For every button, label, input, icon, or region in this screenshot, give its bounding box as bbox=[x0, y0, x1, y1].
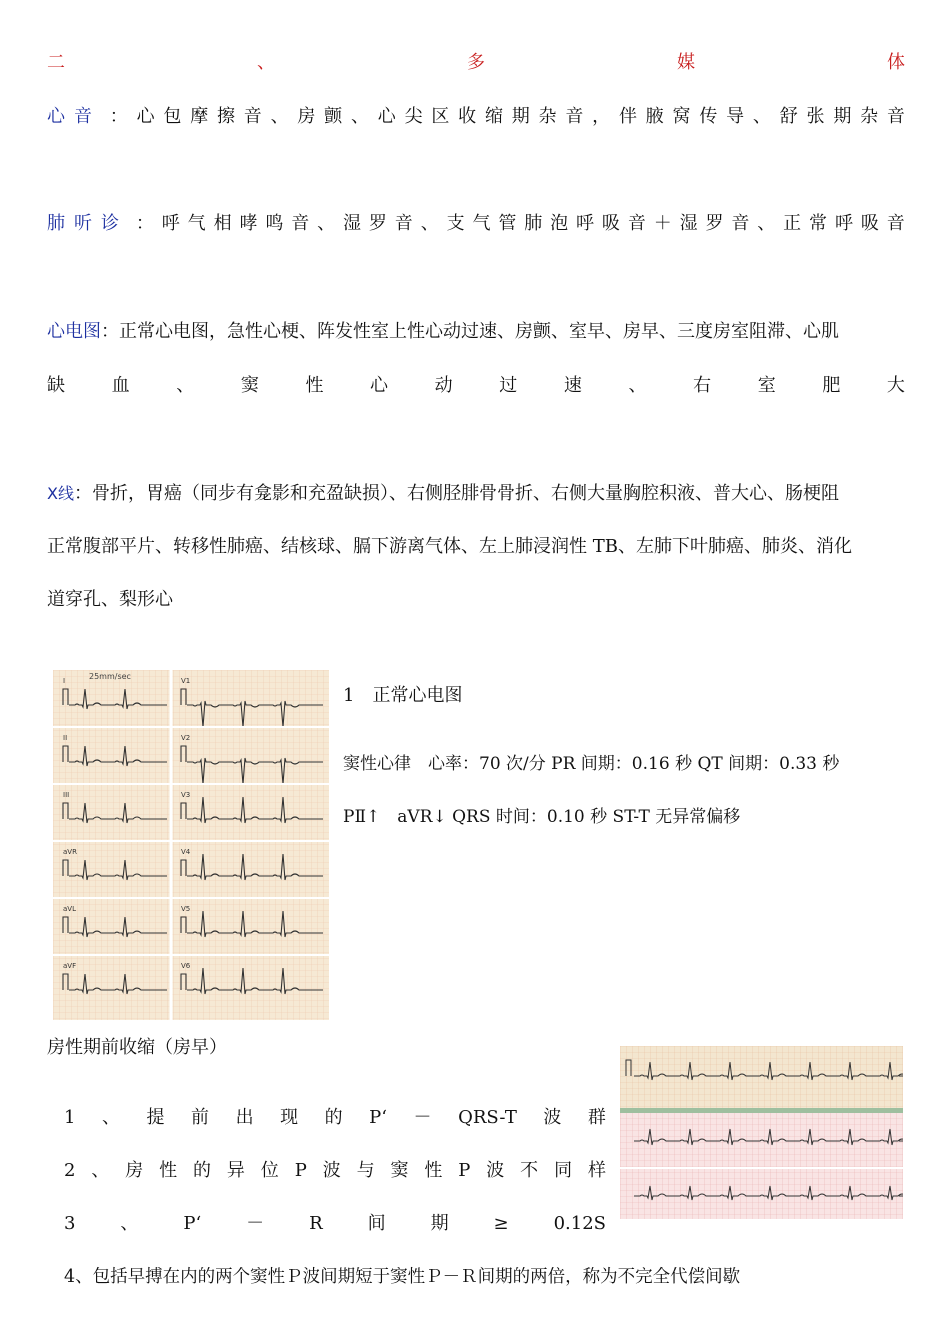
heart-sounds-item: 音 bbox=[565, 106, 584, 127]
heart-sounds-item: 传 bbox=[699, 106, 718, 127]
lung-item: 吸 bbox=[601, 213, 620, 234]
heart-sounds-item: 杂 bbox=[860, 106, 879, 127]
lung-item: 哮 bbox=[239, 213, 258, 234]
ecg-lead-label: aVL bbox=[63, 905, 76, 913]
lung-item: 呼 bbox=[576, 213, 595, 234]
heart-sounds-item: 、 bbox=[350, 106, 369, 127]
ecg-lead-label: V4 bbox=[181, 848, 191, 856]
lung-item: 支 bbox=[446, 213, 465, 234]
heading-char: 、 bbox=[257, 52, 275, 73]
heart-sounds-item: 舒 bbox=[779, 106, 798, 127]
lung-item: 音 bbox=[394, 213, 413, 234]
strip-1-grid bbox=[620, 1046, 903, 1108]
atrial-item-2-token: 性 bbox=[424, 1160, 443, 1181]
lung-item: 正 bbox=[783, 213, 802, 234]
lung-item: ＋ bbox=[653, 213, 672, 234]
normal-ecg-title: 1 正常心电图 bbox=[343, 685, 463, 706]
xray-text-1: ：骨折，胃癌（同步有龛影和充盈缺损）、右侧胫腓骨骨折、右侧大量胸腔积液、普大心、肠梗阻 bbox=[73, 483, 839, 504]
normal-ecg-svg bbox=[53, 670, 329, 1020]
heart-sounds-item: 心 bbox=[377, 106, 396, 127]
heart-sounds-item: 颤 bbox=[324, 106, 343, 127]
atrial-item-2-token: 的 bbox=[193, 1160, 212, 1181]
normal-ecg-image bbox=[53, 670, 329, 1020]
ecg-list-line1 bbox=[47, 317, 905, 347]
ecg-list-char: 血 bbox=[111, 375, 130, 396]
atrial-item-3-token: 、 bbox=[120, 1213, 139, 1234]
heading-char: 媒 bbox=[677, 52, 695, 73]
atrial-item-1-token: 前 bbox=[191, 1107, 210, 1128]
lung-auscultation-line bbox=[47, 209, 905, 239]
ecg-list-label: 心电图 bbox=[47, 321, 101, 342]
ecg-list-char: 大 bbox=[886, 375, 905, 396]
atrial-item-1 bbox=[64, 1103, 606, 1133]
lung-item: 、 bbox=[317, 213, 336, 234]
heading-char: 体 bbox=[887, 52, 905, 73]
ecg-list-char: 窦 bbox=[240, 375, 259, 396]
ecg-list-char: 动 bbox=[434, 375, 453, 396]
atrial-item-2-token: 窦 bbox=[390, 1160, 409, 1181]
ecg-lead-label: V6 bbox=[181, 962, 191, 970]
ecg-lead-label: I bbox=[63, 677, 66, 685]
atrial-item-2-token: 不 bbox=[520, 1160, 539, 1181]
ecg-lead-label: V3 bbox=[181, 791, 191, 799]
heart-sounds-item: 包 bbox=[163, 106, 182, 127]
heart-sounds-item: 、 bbox=[270, 106, 289, 127]
ecg-list-char: 室 bbox=[757, 375, 776, 396]
lung-item: 泡 bbox=[550, 213, 569, 234]
ecg-grid bbox=[53, 670, 329, 1020]
ecg-list-text: ：正常心电图，急性心梗、阵发性室上性心动过速、房颤、室早、房早、三度房室阻滞、心肌 bbox=[101, 321, 839, 342]
atrial-item-3-token: 间 bbox=[367, 1213, 386, 1234]
ecg-list-line2 bbox=[47, 371, 905, 401]
atrial-item-1-token: 群 bbox=[587, 1107, 606, 1128]
section-heading bbox=[47, 48, 905, 78]
atrial-item-2-token: 位 bbox=[260, 1160, 279, 1181]
ecg-list-char: 、 bbox=[176, 375, 195, 396]
atrial-item-2-token: 2 bbox=[64, 1160, 76, 1181]
ecg-lead-label: III bbox=[63, 791, 70, 799]
heart-sounds-item: 擦 bbox=[216, 106, 235, 127]
lung-item: 肺 bbox=[524, 213, 543, 234]
lung-item: 吸 bbox=[860, 213, 879, 234]
atrial-item-3-token: P‘ bbox=[183, 1213, 202, 1234]
normal-ecg-line1: 窦性心律 心率：70 次/分 PR 间期：0.16 秒 QT 间期：0.33 秒 bbox=[343, 754, 840, 774]
atrial-item-3-token: － bbox=[246, 1213, 265, 1234]
lung-item: 罗 bbox=[368, 213, 387, 234]
heart-sounds-item: 房 bbox=[297, 106, 316, 127]
atrial-premature-ecg-image bbox=[620, 1046, 903, 1219]
atrial-premature-ecg-svg bbox=[620, 1046, 903, 1219]
atrial-item-1-token: 1 bbox=[64, 1107, 76, 1128]
heart-sounds-colon: ： bbox=[109, 106, 128, 127]
lung-item: 管 bbox=[498, 213, 517, 234]
heart-sounds-item: 收 bbox=[458, 106, 477, 127]
ecg-lead-label: II bbox=[63, 734, 68, 742]
heart-sounds-item: 音 bbox=[886, 106, 905, 127]
ecg-list-char: 肥 bbox=[822, 375, 841, 396]
atrial-item-2-token: 、 bbox=[91, 1160, 110, 1181]
ecg-list-char: 速 bbox=[563, 375, 582, 396]
atrial-item-1-token: 的 bbox=[324, 1107, 343, 1128]
atrial-item-1-token: － bbox=[413, 1107, 432, 1128]
heart-sounds-item: 期 bbox=[511, 106, 530, 127]
ecg-list-char: 缺 bbox=[47, 375, 65, 396]
atrial-item-2 bbox=[64, 1156, 606, 1186]
atrial-item-1-token: 提 bbox=[146, 1107, 165, 1128]
lung-item: 湿 bbox=[679, 213, 698, 234]
atrial-item-1-token: 、 bbox=[101, 1107, 120, 1128]
ecg-list-char: 性 bbox=[305, 375, 324, 396]
lung-item: 气 bbox=[187, 213, 206, 234]
heart-sounds-item: 杂 bbox=[538, 106, 557, 127]
ecg-list-char: 心 bbox=[370, 375, 389, 396]
atrial-item-2-token: 波 bbox=[486, 1160, 505, 1181]
atrial-item-2-token: 与 bbox=[356, 1160, 375, 1181]
heading-char: 多 bbox=[467, 52, 485, 73]
strip-separator bbox=[620, 1108, 903, 1113]
heart-sounds-item: 心 bbox=[136, 106, 155, 127]
atrial-item-2-token: 性 bbox=[159, 1160, 178, 1181]
atrial-item-1-token: 波 bbox=[543, 1107, 562, 1128]
heading-char: 二 bbox=[47, 52, 65, 73]
heart-sounds-item: 腋 bbox=[645, 106, 664, 127]
ecg-list-char: 、 bbox=[628, 375, 647, 396]
heart-sounds-item: 导 bbox=[726, 106, 745, 127]
atrial-item-2-token: P bbox=[294, 1160, 307, 1181]
heart-sounds-item: 、 bbox=[752, 106, 771, 127]
heart-sounds-item: 缩 bbox=[484, 106, 503, 127]
xray-line1 bbox=[47, 479, 905, 509]
lung-item: 音 bbox=[627, 213, 646, 234]
lung-item: 罗 bbox=[705, 213, 724, 234]
heart-sounds-label: 心音 bbox=[47, 106, 101, 127]
lung-label: 肺听诊 bbox=[47, 213, 128, 234]
lung-item: 鸣 bbox=[265, 213, 284, 234]
heart-sounds-item: 摩 bbox=[190, 106, 209, 127]
atrial-item-2-token: 同 bbox=[554, 1160, 573, 1181]
lung-item: 湿 bbox=[343, 213, 362, 234]
atrial-item-2-token: 样 bbox=[587, 1160, 606, 1181]
ecg-lead-label: aVR bbox=[63, 848, 77, 856]
atrial-premature-title: 房性期前收缩（房早） bbox=[47, 1037, 227, 1058]
xray-line2: 正常腹部平片、转移性肺癌、结核球、膈下游离气体、左上肺浸润性 TB、左肺下叶肺癌、肺炎、消化 bbox=[47, 536, 852, 557]
lung-item: 音 bbox=[886, 213, 905, 234]
lung-item: 、 bbox=[757, 213, 776, 234]
normal-ecg-line2: PⅡ↑ aVR↓ QRS 时间：0.10 秒 ST-T 无异常偏移 bbox=[343, 807, 741, 827]
atrial-item-2-token: 房 bbox=[125, 1160, 144, 1181]
lung-item: 呼 bbox=[161, 213, 180, 234]
atrial-item-1-token: 现 bbox=[280, 1107, 299, 1128]
lung-item: 呼 bbox=[834, 213, 853, 234]
atrial-item-3-token: 3 bbox=[64, 1213, 76, 1234]
ecg-lead-label: V1 bbox=[181, 677, 191, 685]
ecg-lead-label: V5 bbox=[181, 905, 191, 913]
lung-colon: ： bbox=[135, 213, 154, 234]
strip-2-grid bbox=[620, 1113, 903, 1219]
heart-sounds-item: 尖 bbox=[404, 106, 423, 127]
ecg-lead-label: aVF bbox=[63, 962, 77, 970]
heart-sounds-item: 期 bbox=[833, 106, 852, 127]
ecg-list-char: 右 bbox=[693, 375, 712, 396]
atrial-item-2-token: 异 bbox=[226, 1160, 245, 1181]
lung-item: 气 bbox=[472, 213, 491, 234]
ecg-lead-label: V2 bbox=[181, 734, 191, 742]
heart-sounds-item: 音 bbox=[243, 106, 262, 127]
lung-item: 、 bbox=[420, 213, 439, 234]
atrial-item-1-token: P‘ bbox=[369, 1107, 388, 1128]
heart-sounds-item: 区 bbox=[431, 106, 450, 127]
ecg-list-char: 过 bbox=[499, 375, 518, 396]
xray-line3: 道穿孔、梨形心 bbox=[47, 589, 173, 610]
xray-label: X线 bbox=[47, 484, 74, 503]
atrial-item-3-token: 期 bbox=[430, 1213, 449, 1234]
heart-sounds-item: ， bbox=[592, 106, 611, 127]
heart-sounds-item: 伴 bbox=[618, 106, 637, 127]
atrial-item-4: 4、包括早搏在内的两个窦性Ｐ波间期短于窦性Ｐ－Ｒ间期的两倍，称为不完全代偿间歇 bbox=[64, 1267, 741, 1287]
lung-item: 音 bbox=[291, 213, 310, 234]
lung-item: 音 bbox=[731, 213, 750, 234]
heart-sounds-item: 张 bbox=[806, 106, 825, 127]
heart-sounds-item: 窝 bbox=[672, 106, 691, 127]
heart-sounds-line bbox=[47, 102, 905, 132]
ecg-speed-label: 25mm/sec bbox=[89, 672, 131, 681]
atrial-item-3-token: 0.12S bbox=[553, 1213, 606, 1234]
atrial-item-3-token: R bbox=[309, 1213, 323, 1234]
lung-item: 常 bbox=[809, 213, 828, 234]
atrial-item-2-token: P bbox=[458, 1160, 471, 1181]
atrial-item-3-token: ≥ bbox=[493, 1213, 509, 1234]
lung-item: 相 bbox=[213, 213, 232, 234]
atrial-item-1-token: QRS-T bbox=[458, 1107, 517, 1128]
atrial-item-1-token: 出 bbox=[235, 1107, 254, 1128]
atrial-item-2-token: 波 bbox=[322, 1160, 341, 1181]
atrial-item-3 bbox=[64, 1209, 606, 1239]
